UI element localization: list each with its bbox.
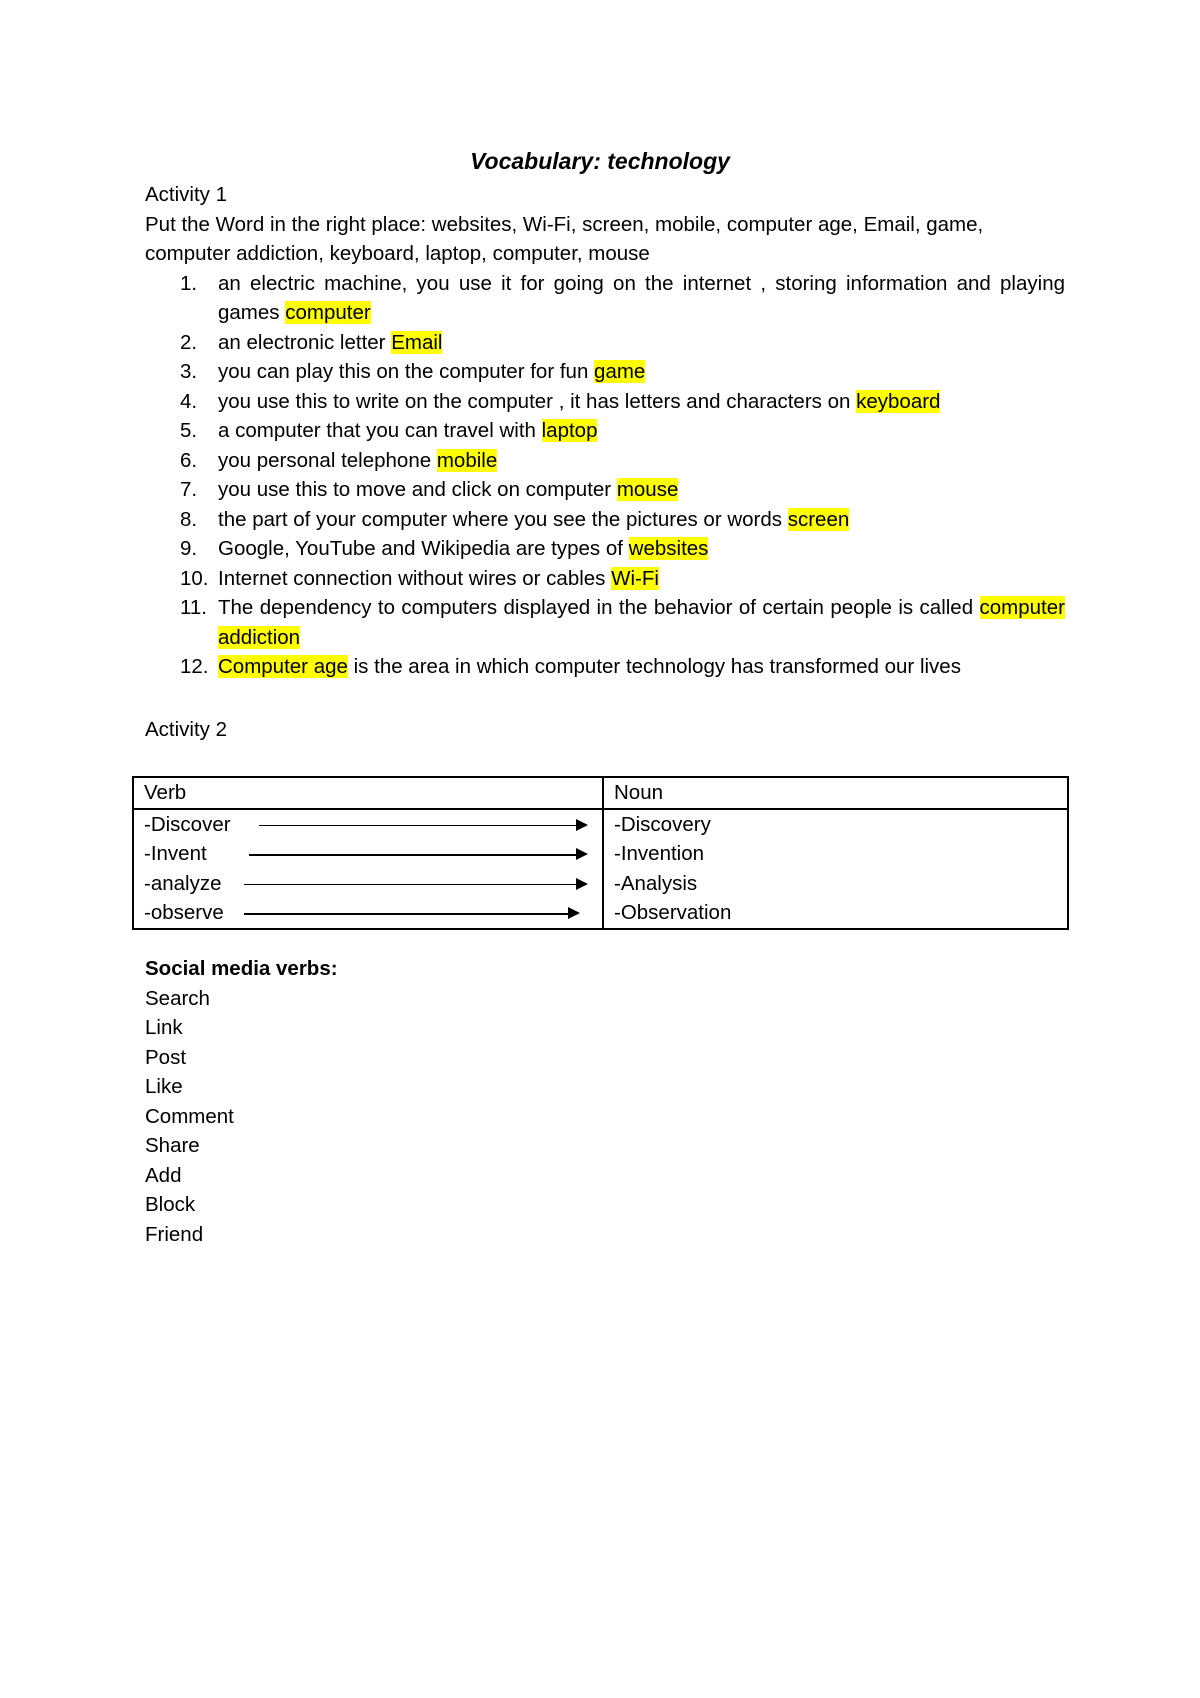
verb-text: -analyze (144, 871, 222, 895)
verb-line (144, 810, 592, 840)
social-media-list (145, 984, 1065, 1250)
item-answer: Email (391, 330, 443, 354)
item-answer: screen (787, 507, 850, 531)
verb-cell (133, 898, 603, 929)
social-verb-item: Comment (145, 1104, 234, 1128)
verb-cell (133, 809, 603, 840)
verb-noun-table (132, 776, 1069, 930)
item-text: you personal telephone (218, 448, 437, 472)
list-item (145, 652, 1065, 682)
item-number: 12. (180, 655, 209, 678)
noun-cell: -Discovery (603, 809, 1068, 840)
list-item (145, 269, 1065, 328)
list-item (145, 475, 1065, 505)
activity1-instruction: Put the Word in the right place: websites, Wi-Fi, screen, mobile, computer age, Email, game, computer addiction, keyboard, laptop, computer, mouse (145, 212, 984, 265)
item-number: 1. (180, 271, 198, 295)
list-item (145, 328, 1065, 358)
arrow-icon (244, 913, 576, 915)
item-text: you use this to move and click on computer (218, 478, 617, 501)
noun-cell: -Observation (603, 898, 1068, 929)
list-item (145, 416, 1065, 446)
item-text: The dependency to computers displayed in the behavior of certain people is called (218, 596, 980, 619)
list-item (145, 534, 1065, 564)
activity1-section (145, 180, 1065, 682)
verb-line (144, 839, 592, 869)
list-item (145, 387, 1065, 417)
activity2-heading: Activity 2 (145, 718, 228, 741)
table-row (133, 869, 1068, 899)
table-header-noun: Noun (603, 777, 1068, 809)
item-answer: mobile (436, 448, 498, 472)
item-answer: keyboard (856, 389, 941, 413)
arrow-icon (249, 854, 584, 856)
item-answer: computer addiction (218, 596, 1065, 649)
list-item (145, 505, 1065, 535)
verb-text: -Invent (144, 842, 207, 865)
social-verb-item: Share (145, 1134, 200, 1157)
page-title: Vocabulary: technology (470, 148, 730, 174)
verb-text: -Discover (144, 812, 231, 836)
item-number: 8. (180, 507, 198, 531)
item-answer: Computer age (218, 655, 348, 678)
list-item (145, 446, 1065, 476)
item-answer: websites (628, 537, 709, 560)
list-item (145, 357, 1065, 387)
social-media-section (145, 954, 1065, 1249)
item-answer: computer (285, 301, 371, 324)
table-row (133, 809, 1068, 840)
verb-cell (133, 869, 603, 899)
item-text: you use this to write on the computer , it has letters and characters on (218, 389, 857, 413)
table-header-verb: Verb (133, 777, 603, 809)
social-verb-item: Add (145, 1163, 182, 1187)
list-item (145, 593, 1065, 652)
item-text: Google, YouTube and Wikipedia are types of (218, 537, 629, 560)
item-answer: laptop (541, 419, 598, 442)
noun-cell: -Analysis (603, 869, 1068, 899)
arrow-icon (244, 884, 584, 886)
item-number: 11. (180, 596, 207, 619)
social-verb-item: Link (145, 1016, 183, 1039)
verb-cell (133, 839, 603, 869)
item-answer: Wi-Fi (611, 566, 659, 590)
item-number: 7. (180, 478, 198, 501)
activity1-heading: Activity 1 (145, 183, 228, 206)
table-row (133, 898, 1068, 929)
activity1-list (145, 269, 1065, 682)
item-number: 3. (180, 360, 198, 383)
item-number: 4. (180, 389, 198, 413)
social-verb-item: Friend (145, 1222, 204, 1246)
list-item (145, 564, 1065, 594)
item-text: you can play this on the computer for fun (218, 360, 595, 383)
item-text: an electric machine, you use it for going on the internet , storing information and playing games (218, 271, 1065, 324)
social-verb-item: Block (145, 1193, 196, 1216)
item-number: 5. (180, 419, 198, 442)
item-text: an electronic letter (218, 330, 392, 354)
item-number: 9. (180, 537, 198, 560)
item-number: 10. (180, 566, 209, 590)
item-answer: mouse (616, 478, 679, 501)
social-verb-item: Search (145, 986, 210, 1010)
verb-text: -observe (144, 901, 224, 924)
social-verb-item: Post (145, 1045, 187, 1069)
noun-cell: -Invention (603, 839, 1068, 869)
item-text: the part of your computer where you see the pictures or words (218, 507, 788, 531)
item-text: Internet connection without wires or cables (218, 566, 612, 590)
social-verb-item: Like (145, 1075, 183, 1098)
item-answer: game (594, 360, 646, 383)
item-text-after: is the area in which computer technology has transformed our lives (347, 655, 961, 678)
verb-line (144, 869, 592, 899)
arrow-icon (259, 825, 584, 827)
verb-line (144, 898, 592, 928)
social-media-heading: Social media verbs: (145, 957, 338, 980)
item-text: a computer that you can travel with (218, 419, 542, 442)
item-number: 2. (180, 330, 198, 354)
table-row (133, 839, 1068, 869)
item-number: 6. (180, 448, 198, 472)
